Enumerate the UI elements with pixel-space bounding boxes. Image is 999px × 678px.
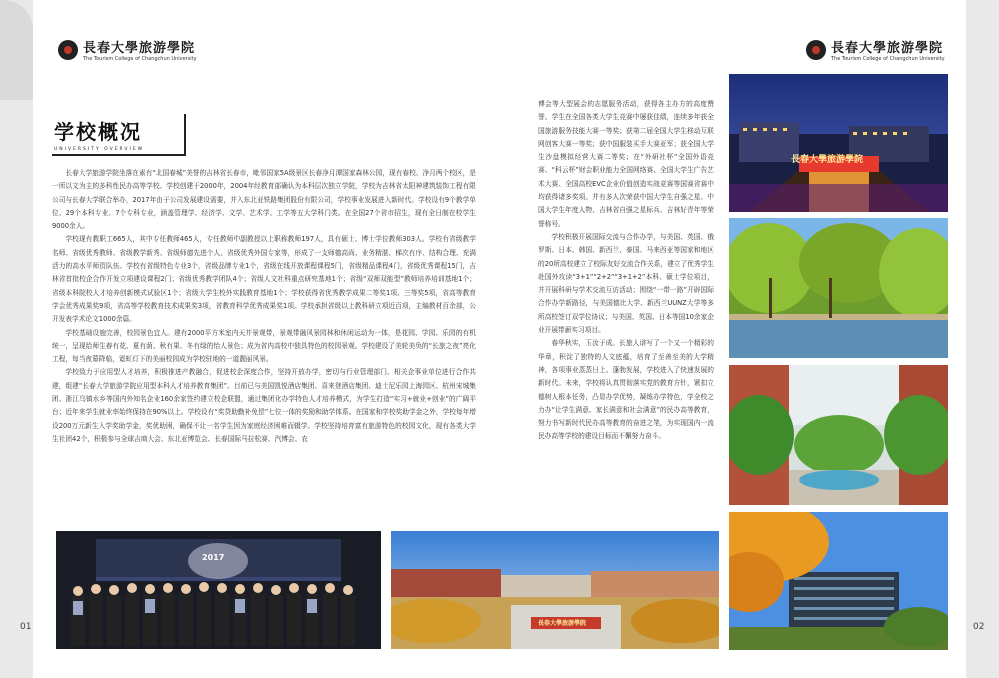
photo-gate-sign: 長春大學旅游學院	[538, 620, 587, 627]
section-title	[52, 114, 186, 156]
logo-english-name: The Tourism College of Changchun University	[831, 56, 945, 62]
photo-autumn-building	[729, 512, 948, 650]
photo-group-ceremony	[56, 531, 381, 649]
paragraph: 春华秋实，玉汝于成。长旅人谱写了一个又一个精彩的华章，积淀了独特的人文底蕴，培育了至善至美的大学精神，各项事业蒸蒸日上、蓬勃发展，学校进入了快速发展的新时代。未来，学校将认真贯彻落实党的教育方针，紧扣立德树人根本任务，凸显办学优势，凝练办学特色，学全校之力办“让学生满意、家长满意和社会满意”的民办高等教育，努力书写新时代民办高等教育的奋进之笔，为实现国内一流民办高等学校的建设目标而不懈努力奋斗。	[538, 339, 714, 441]
logo-chinese-name: 長春大學旅游學院	[83, 41, 196, 56]
left-margin-strip	[0, 100, 33, 678]
photo-willow-landscape	[729, 218, 948, 358]
left-body-text	[52, 167, 476, 446]
paragraph: 学校现有教职工665人，其中专任教师465人，专任教师中副教授以上职称教师197人，具有硕士、博士学位教师303人。学校有省级教学名师、省级优秀教师、省级教学新秀、省级师德先进个人、省级优秀外国专家等，形成了一支师德高尚、业务精湛、梯次有序、结构合理、充满活力的高水平师资队伍。学校有省级特色专业3个，省级品牌专业1个，省级在线开放课程课程5门，省级精品课程4门，省级优秀课程15门，吉林省首批校企合作开发立项建设课程2门；省级优秀教学团队4个；省级人文社科重点研究基地1个；省级“双师双能型”教师培养培训基地1个；省级本科院校人才培养创新模式试验区1个；省级大学生校外实践教育基地1个；学校获得省优秀教学成果二等奖1项、三等奖5项，省高等教育学会优秀成果奖9项，省高等学校教育技术成果奖3项，省教育科学优秀成果奖1项。学校承担省级以上教科研立项近百项，主编教材百余部，公开发表学术论文1000余篇。	[52, 235, 476, 324]
page-number-right: 02	[973, 622, 985, 632]
paragraph: 博会等大型展会的志愿服务活动，获得各主办方的高度赞誉。学生在全国各类大学生竞赛中屡获佳绩，连续多年获全国旅游服务技能大赛一等奖；获第二届全国大学生移动互联网创客大赛一等奖；获中国服装买手大赛亚军；获全国大学生沙盘模拟经营大赛二等奖；在“外研社杯”全国外语竞赛、“科云杯”财会职业能力全国网络赛、全国大学生广告艺术大赛、全国高校EVC企业价值创造实战竞赛等国赛省赛中均获得诸多奖项。并有多人次荣获中国大学生自强之星、中国大学生年度人物、吉林省自强之星标兵、吉林好青年等荣誉称号。	[538, 100, 714, 228]
logo-left	[58, 37, 197, 62]
section-title-cn: 学校概况	[54, 120, 142, 144]
photo-sign-text: 長春大學旅游學院	[791, 155, 864, 165]
logo-english-name: The Tourism College of Changchun University	[83, 56, 197, 62]
photo-year-text: 2017	[202, 553, 225, 562]
left-margin-tab	[0, 0, 33, 100]
section-title-en: UNIVERSITY OVERVIEW	[54, 147, 145, 152]
photo-night-campus	[729, 74, 948, 212]
paragraph: 长春大学旅游学院坐落在素有“北国春城”美誉的吉林省长春市，毗邻国家5A级景区长春净月潭国家森林公园，现有春校、净月两个校区，是一所以文为主的多科性民办高等学校。学校创建于2000年，2004年经教育部确认为本科层次独立学院，学校为吉林省太阳神建筑装饰工程有限公司与长春大学联合举办，2017年由于公司发展建设需要，并入东北亚铁路集团股份有限公司，学校事业发展进入新时代。学校设有9个教学单位、29个本科专业、7个专科专业，涵盖管理学、经济学、文学、艺术学、工学等五大学科门类。在全国27个省市招生，现有全日制在校学生9000余人。	[52, 169, 476, 231]
right-body-text	[538, 98, 714, 444]
college-emblem-icon	[58, 40, 78, 60]
paragraph: 学校积极开展国际交流与合作办学，与美国、英国、俄罗斯、日本、韩国、新西兰、泰国、马来西亚等国家和地区的20所高校建立了校际友好交流合作关系，建立了优秀学生赴国外攻读“3+1”“2+2”“3+1+2”本科、硕士学位项目，并开展科研与学术交流互访活动；围绕“一带一路”开辟国际合作办学新路径，与美国德比大学、新西兰UUNZ大学等多所高校签订双学位协议；与美国、英国、日本等国10余家企业开展带薪实习项目。	[538, 232, 714, 335]
photo-atrium-garden	[729, 365, 948, 505]
page-number-left: 01	[20, 622, 32, 632]
college-emblem-icon	[806, 40, 826, 60]
paragraph: 学校致力于应用型人才培养，积极推进产教融合，促进校企深度合作，坚持开放办学，密切与行业管理部门、相关企事业单位进行合作共建，组建“长春大学旅游学院应用型本科人才培养教育集团”。目前已与美国凯悦酒店集团、喜来登酒店集团、迪士尼乐园上海园区、杭州宋城集团、浙江乌镇水乡等国内外知名企业160余家签约建立校企联盟，通过集团化办学特色人才培养模式，为学生打造“实习+就业+创业”的广阔平台；近年来学生就业率始终保持在90%以上。学校设有“奖贷助勤补免偿”七位一体的奖励和助学体系。在国家和学校奖助学金之外，学校每年增设200万元新生入学奖助学金，奖优助困，确保不让一名学生因为家庭经济困难而辍学。学校坚持培育富有旅游特色的校园文化，现有各类大学生社团42个，积极参与全球吉商大会、东北亚博览会、长春国际马拉松赛、汽博会、农	[52, 368, 476, 443]
logo-chinese-name: 長春大學旅游學院	[831, 41, 944, 56]
photo-campus-gate	[391, 531, 719, 649]
paragraph: 学校基础设施完善，校园景色宜人。建有2000平方米室内天井景观带，景观带融风景园林和休闲运动为一体，是花园、学园、乐园的有机统一，呈现给师生春有花、夏有荫、秋有果、冬有绿的怡人景色；成为省内高校中独具特色的校园景观。学校建设了美轮美奂的“长旅之夜”亮化工程，每当夜幕降临，霓虹灯下的美丽校园成为学校驻地的一道靓丽风景。	[52, 328, 476, 364]
logo-right	[806, 37, 945, 62]
